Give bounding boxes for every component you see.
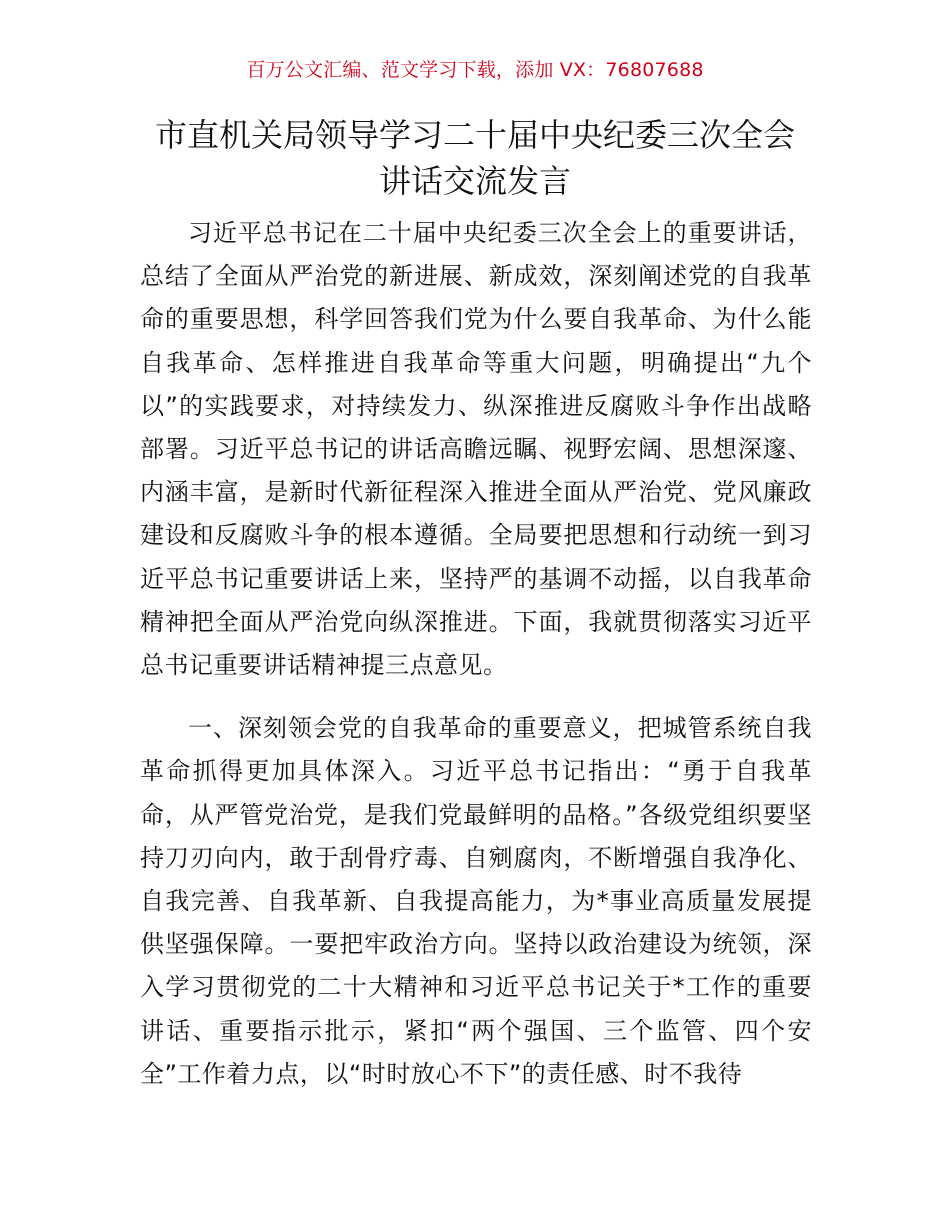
document-title <box>100 112 850 204</box>
title-line-1: 市直机关局领导学习二十届中央纪委三次全会 <box>154 116 795 154</box>
title-line-2: 讲话交流发言 <box>378 162 571 200</box>
body-paragraph-1: 习近平总书记在二十届中央纪委三次全会上的重要讲话，总结了全面从严治党的新进展、新成效，深刻阐述党的自我革命的重要思想，科学回答我们党为什么要自我革命、为什么能自我革命、怎样推进自我革命等重大问题，明确提出“九个以”的实践要求，对持续发力、纵深推进反腐败斗争作出战略部署。习近平总书记的讲话高瞻远瞩、视野宏阔、思想深邃、内涵丰富，是新时代新征程深入推进全面从严治党、党风廉政建设和反腐败斗争的根本遵循。全局要把思想和行动统一到习近平总书记重要讲话上来，坚持严的基调不动摇，以自我革命精神把全面从严治党向纵深推进。下面，我就贯彻落实习近平总书记重要讲话精神提三点意见。 <box>140 219 812 680</box>
body-paragraph-2: 一、深刻领会党的自我革命的重要意义，把城管系统自我革命抓得更加具体深入。习近平总书记指出：“勇于自我革命，从严管党治党，是我们党最鲜明的品格。”各级党组织要坚持刀刃向内，敢于刮骨疗毒、自剜腐肉，不断增强自我净化、自我完善、自我革新、自我提高能力，为*事业高质量发展提供坚强保障。一要把牢政治方向。坚持以政治建设为统领，深入学习贯彻党的二十大精神和习近平总书记关于*工作的重要讲话、重要指示批示，紧扣“两个强国、三个监管、四个安全”工作着力点，以“时时放心不下”的责任感、时不我待 <box>140 714 812 1088</box>
header-banner: 百万公文汇编、范文学习下载，添加 VX：76807688 <box>246 59 704 81</box>
document-body <box>140 212 812 1096</box>
